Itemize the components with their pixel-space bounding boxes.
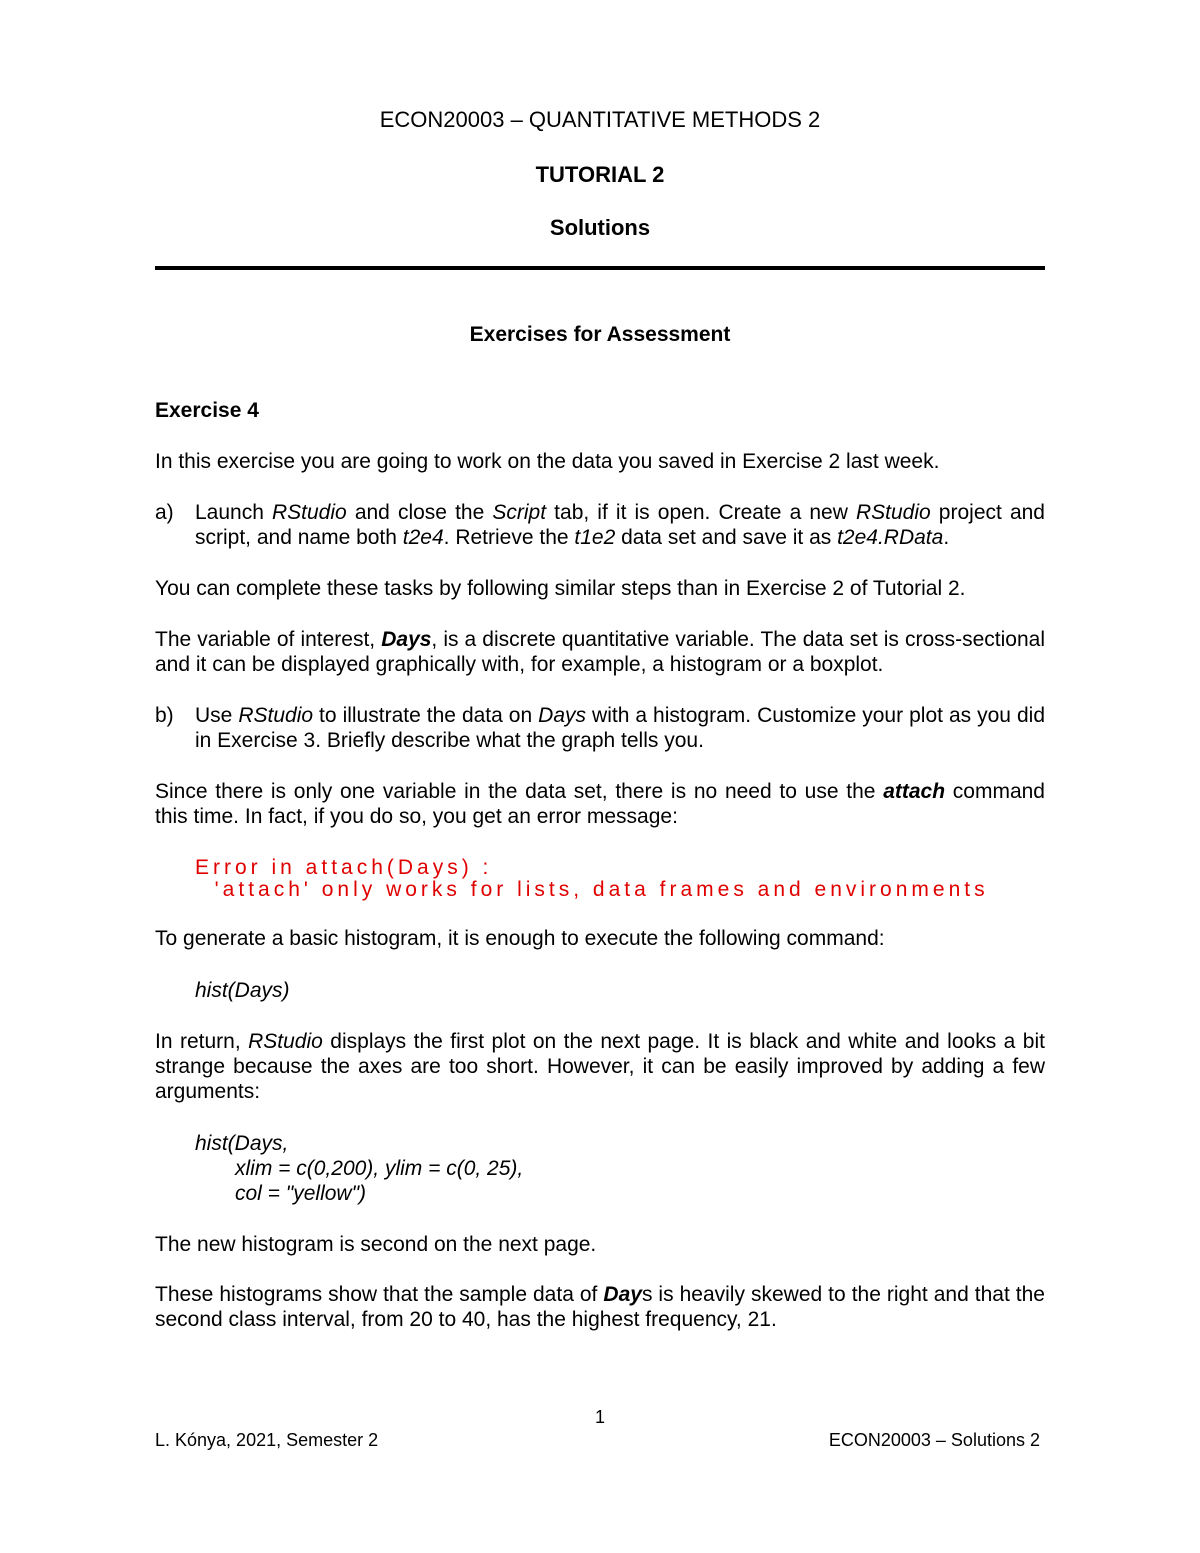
subtitle: Solutions	[549, 215, 651, 240]
skew-paragraph: These histograms show that the sample data of Days is heavily skewed to the right and that the second class interval, from 20 to 40, has the highest frequency, 21.	[155, 1283, 1045, 1331]
item-a-text: Launch RStudio and close the Script tab, if it is open. Create a new RStudio project and script, and name both t2e4. Retrieve the t1e2 data set and save it as t2e4.RData.	[195, 501, 1045, 549]
section-title: Exercises for Assessment	[469, 323, 731, 346]
tutorial-title: TUTORIAL 2	[535, 162, 665, 187]
item-a	[155, 500, 1045, 550]
attach-paragraph: Since there is only one variable in the data set, there is no need to use the attach command this time. In fact, if you do so, you get an error message:	[155, 780, 1045, 828]
generate-paragraph: To generate a basic histogram, it is enough to execute the following command:	[155, 927, 885, 950]
course-title: ECON20003 – QUANTITATIVE METHODS 2	[379, 107, 821, 132]
intro-paragraph: In this exercise you are going to work on the data you saved in Exercise 2 last week.	[155, 450, 940, 473]
page-number: 1	[594, 1407, 605, 1427]
footer-right: ECON20003 – Solutions 2	[828, 1430, 1040, 1450]
exercise-title: Exercise 4	[155, 399, 259, 422]
complete-paragraph: You can complete these tasks by following similar steps than in Exercise 2 of Tutorial 2.	[155, 577, 966, 600]
item-b-label: b)	[155, 704, 174, 727]
code-hist-basic: hist(Days)	[195, 979, 290, 1002]
return-paragraph: In return, RStudio displays the first plot on the next page. It is black and white and looks a bit strange because the axes are too short. However, it can be easily improved by adding a few arguments:	[155, 1030, 1045, 1103]
new-histogram-paragraph: The new histogram is second on the next page.	[155, 1233, 597, 1256]
code-hist-line-1: hist(Days,	[195, 1132, 289, 1155]
code-hist-line-3: col = "yellow")	[235, 1182, 367, 1205]
item-a-label: a)	[155, 501, 174, 524]
error-line-1: Error in attach(Days) :	[195, 856, 493, 879]
variable-paragraph: The variable of interest, Days, is a discrete quantitative variable. The data set is cross-sectional and it can be displayed graphically with, for example, a histogram or a boxplot.	[155, 628, 1046, 676]
footer-left: L. Kónya, 2021, Semester 2	[155, 1430, 379, 1450]
error-line-2: 'attach' only works for lists, data frames and environments	[195, 878, 989, 901]
item-b-text: Use RStudio to illustrate the data on Days with a histogram. Customize your plot as you did in Exercise 3. Briefly describe what the graph tells you.	[195, 704, 1046, 752]
code-hist-line-2: xlim = c(0,200), ylim = c(0, 25),	[235, 1157, 524, 1180]
item-b	[155, 703, 1045, 753]
header-rule	[155, 266, 1045, 270]
